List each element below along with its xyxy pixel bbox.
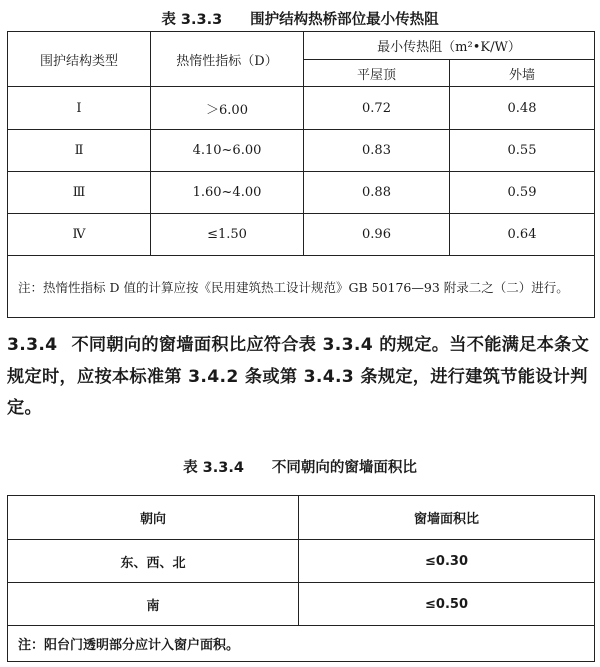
cell-index: ＞6.00 — [151, 87, 304, 130]
cell-type: Ⅲ — [8, 172, 151, 214]
cell-wall: 0.64 — [450, 214, 595, 256]
header-orientation: 朝向 — [8, 496, 299, 540]
cell-type: Ⅱ — [8, 130, 151, 172]
table1-title: 围护结构热桥部位最小传热阻 — [250, 12, 439, 28]
table2-title: 不同朝向的窗墙面积比 — [271, 460, 417, 476]
header-flat-roof: 平屋顶 — [304, 60, 450, 87]
cell-roof: 0.83 — [304, 130, 450, 172]
cell-roof: 0.72 — [304, 87, 450, 130]
header-exterior-wall: 外墙 — [450, 60, 595, 87]
cell-index: ≤1.50 — [151, 214, 304, 256]
cell-index: 1.60~4.00 — [151, 172, 304, 214]
table1-number: 表 3.3.3 — [161, 12, 223, 28]
cell-orientation: 南 — [8, 583, 299, 626]
table-row — [8, 172, 595, 214]
clause-3-3-4 — [7, 330, 599, 425]
table1-caption — [0, 8, 600, 29]
cell-wall: 0.55 — [450, 130, 595, 172]
cell-wall: 0.48 — [450, 87, 595, 130]
table-row — [8, 87, 595, 130]
cell-roof: 0.96 — [304, 214, 450, 256]
header-envelope-type: 围护结构类型 — [8, 32, 151, 87]
header-ratio: 窗墙面积比 — [299, 496, 595, 540]
min-thermal-resistance-table — [7, 31, 595, 318]
header-min-resistance: 最小传热阻（m²•K/W） — [304, 32, 595, 60]
table2-caption — [0, 456, 600, 477]
table2-note: 注：阳台门透明部分应计入窗户面积。 — [8, 626, 595, 662]
table2-number: 表 3.3.4 — [183, 460, 244, 476]
cell-orientation: 东、西、北 — [8, 540, 299, 583]
cell-ratio: ≤0.50 — [299, 583, 595, 626]
clause-text: 不同朝向的窗墙面积比应符合表 3.3.4 的规定。当不能满足本条文规定时，应按本标准第 3.4.2 条或第 3.4.3 条规定，进行建筑节能设计判定。 — [7, 335, 590, 418]
table1-note: 注：热惰性指标 D 值的计算应按《民用建筑热工设计规范》GB 50176—93 附录二之（二）进行。 — [8, 256, 595, 318]
clause-number: 3.3.4 — [7, 335, 58, 355]
cell-index: 4.10~6.00 — [151, 130, 304, 172]
table-row — [8, 214, 595, 256]
header-thermal-inertia: 热惰性指标（D） — [151, 32, 304, 87]
cell-ratio: ≤0.30 — [299, 540, 595, 583]
table-row — [8, 540, 595, 583]
window-wall-ratio-table — [7, 495, 595, 662]
cell-type: Ⅰ — [8, 87, 151, 130]
table-row — [8, 130, 595, 172]
cell-roof: 0.88 — [304, 172, 450, 214]
cell-type: Ⅳ — [8, 214, 151, 256]
table-row — [8, 583, 595, 626]
cell-wall: 0.59 — [450, 172, 595, 214]
